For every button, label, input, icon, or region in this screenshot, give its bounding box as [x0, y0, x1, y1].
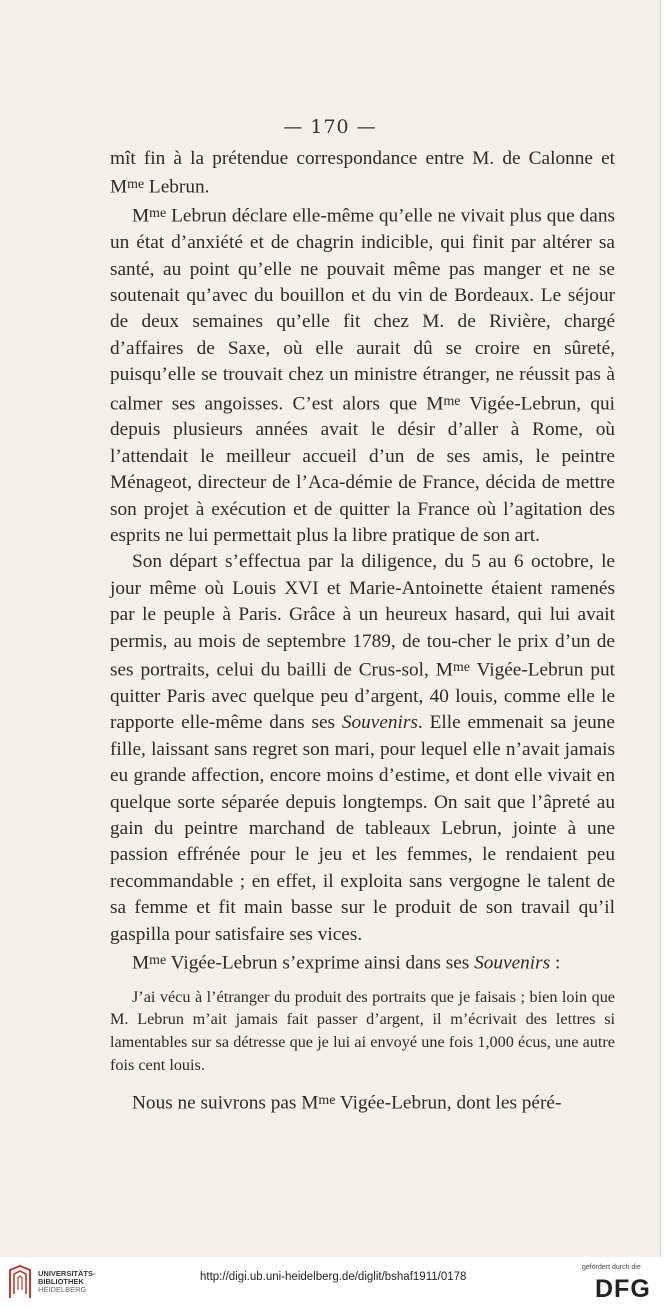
text-run: M [435, 659, 453, 681]
body-text [110, 146, 615, 1117]
text-run: Vigée-Lebrun s’exprime ainsi dans ses [166, 952, 475, 974]
text-run: M [110, 176, 128, 198]
dfg-logo: DFG [595, 1275, 651, 1303]
text-run: Lebrun déclare elle-même qu’elle ne vivait plus que dans un état d’anxiété et de chagrin indicible, qui finit par altérer sa santé, au point qu’elle ne pouvait même pas manger et ne se soutenait qu’avec du bouillon et du vin de Bordeaux. Le séjour de deux semaines qu’elle fit chez M. de Rivière, chargé d’affaires de Saxe, où elle aurait dû se croire en sûreté, puisqu’elle se trouvait chez un ministre étranger, ne réussit pas à calmer ses angoisses. C’est alors que [110, 205, 615, 414]
text-run: Son départ s’effectua par la diligence, du 5 au 6 octobre, le jour même où Louis XVI et Marie-Antoinette étaient ramenés par le peuple à Paris. Grâce à un heureux hasard, qui lui avait permis, au mois de septembre 1789, de tou-cher le prix d’un de ses portraits, celui du bailli de Crus-sol, [110, 551, 615, 681]
text-run: Vigée-Lebrun, dont les péré- [335, 1092, 562, 1114]
text-run: M [301, 1092, 319, 1114]
library-logo-text [38, 1270, 96, 1294]
paragraph [110, 146, 615, 201]
text-run: M [132, 952, 150, 974]
funding-label: gefördert durch die [582, 1264, 641, 1271]
text-run: M [132, 205, 150, 227]
library-logo-icon [8, 1264, 32, 1300]
page-number: — 170 — [283, 116, 377, 138]
logo-line-2: BIBLIOTHEK [38, 1277, 84, 1286]
text-run: . Elle emmenait sa jeune fille, laissant sans regret son mari, pour lequel elle n’avait jamais eu grande affection, encore moins d’estime, et dont elle vivait en quelque sorte séparée depuis longtemps. On sait que l’âpreté au gain du peintre marchand de tableaux Lebrun, jointe à une passion effrénée pour le jeu et les femmes, le rendaient peu recommandable ; en effet, il exploita sans vergogne le talent de sa femme et fit main basse sur le produit de son travail qu’il gaspilla pour satisfaire ses vices. [110, 712, 615, 945]
text-run: J’ai vécu à l’étranger du produit des portraits que je faisais ; bien loin que M. Lebrun m’ait jamais fait passer d’argent, il m’écrivait des lettres si lamentables sur sa détresse que je lui ai envoyé une fois 1,000 écus, une autre fois cent louis. [110, 987, 615, 1074]
text-run: : [550, 952, 561, 974]
paragraph [110, 948, 615, 977]
text-run: M [426, 392, 444, 414]
superscript: me [443, 393, 461, 409]
superscript: me [127, 177, 145, 193]
superscript: me [149, 206, 167, 222]
superscript: me [318, 1093, 336, 1109]
italic-title: Souvenirs [474, 952, 551, 974]
block-quote [110, 986, 615, 1076]
paragraph [110, 1088, 615, 1117]
text-run: mît fin à la prétendue correspondance entre M. de Calonne et [110, 148, 615, 169]
text-run: Vigée-Lebrun, qui depuis plusieurs années avait le désir d’aller à Rome, où l’attendait le meilleur accueil d’un de ses amis, le peintre Ménageot, directeur de l’Aca-démie de France, décida de mettre son projet à exécution et de quitter la France où l’agitation des esprits ne lui permettait plus la libre pratique de son art. [110, 392, 616, 546]
logo-line-1: UNIVERSITÄTS- [38, 1269, 96, 1278]
superscript: me [452, 660, 470, 676]
logo-line-3: HEIDELBERG [38, 1285, 87, 1294]
italic-title: Souvenirs [341, 712, 418, 734]
text-run: Nous ne suivrons pas [132, 1092, 302, 1114]
superscript: me [149, 952, 167, 968]
paragraph [110, 201, 615, 549]
text-run: Lebrun. [144, 176, 210, 198]
source-url-link[interactable]: http://digi.ub.uni-heidelberg.de/diglit/bshaf1911/0178 [200, 1271, 467, 1283]
paragraph [110, 549, 615, 948]
text-run: Vigée-Lebrun put quitter Paris avec quelque peu d’argent, 40 louis, comme elle le rapporte elle-même dans ses [110, 659, 615, 734]
